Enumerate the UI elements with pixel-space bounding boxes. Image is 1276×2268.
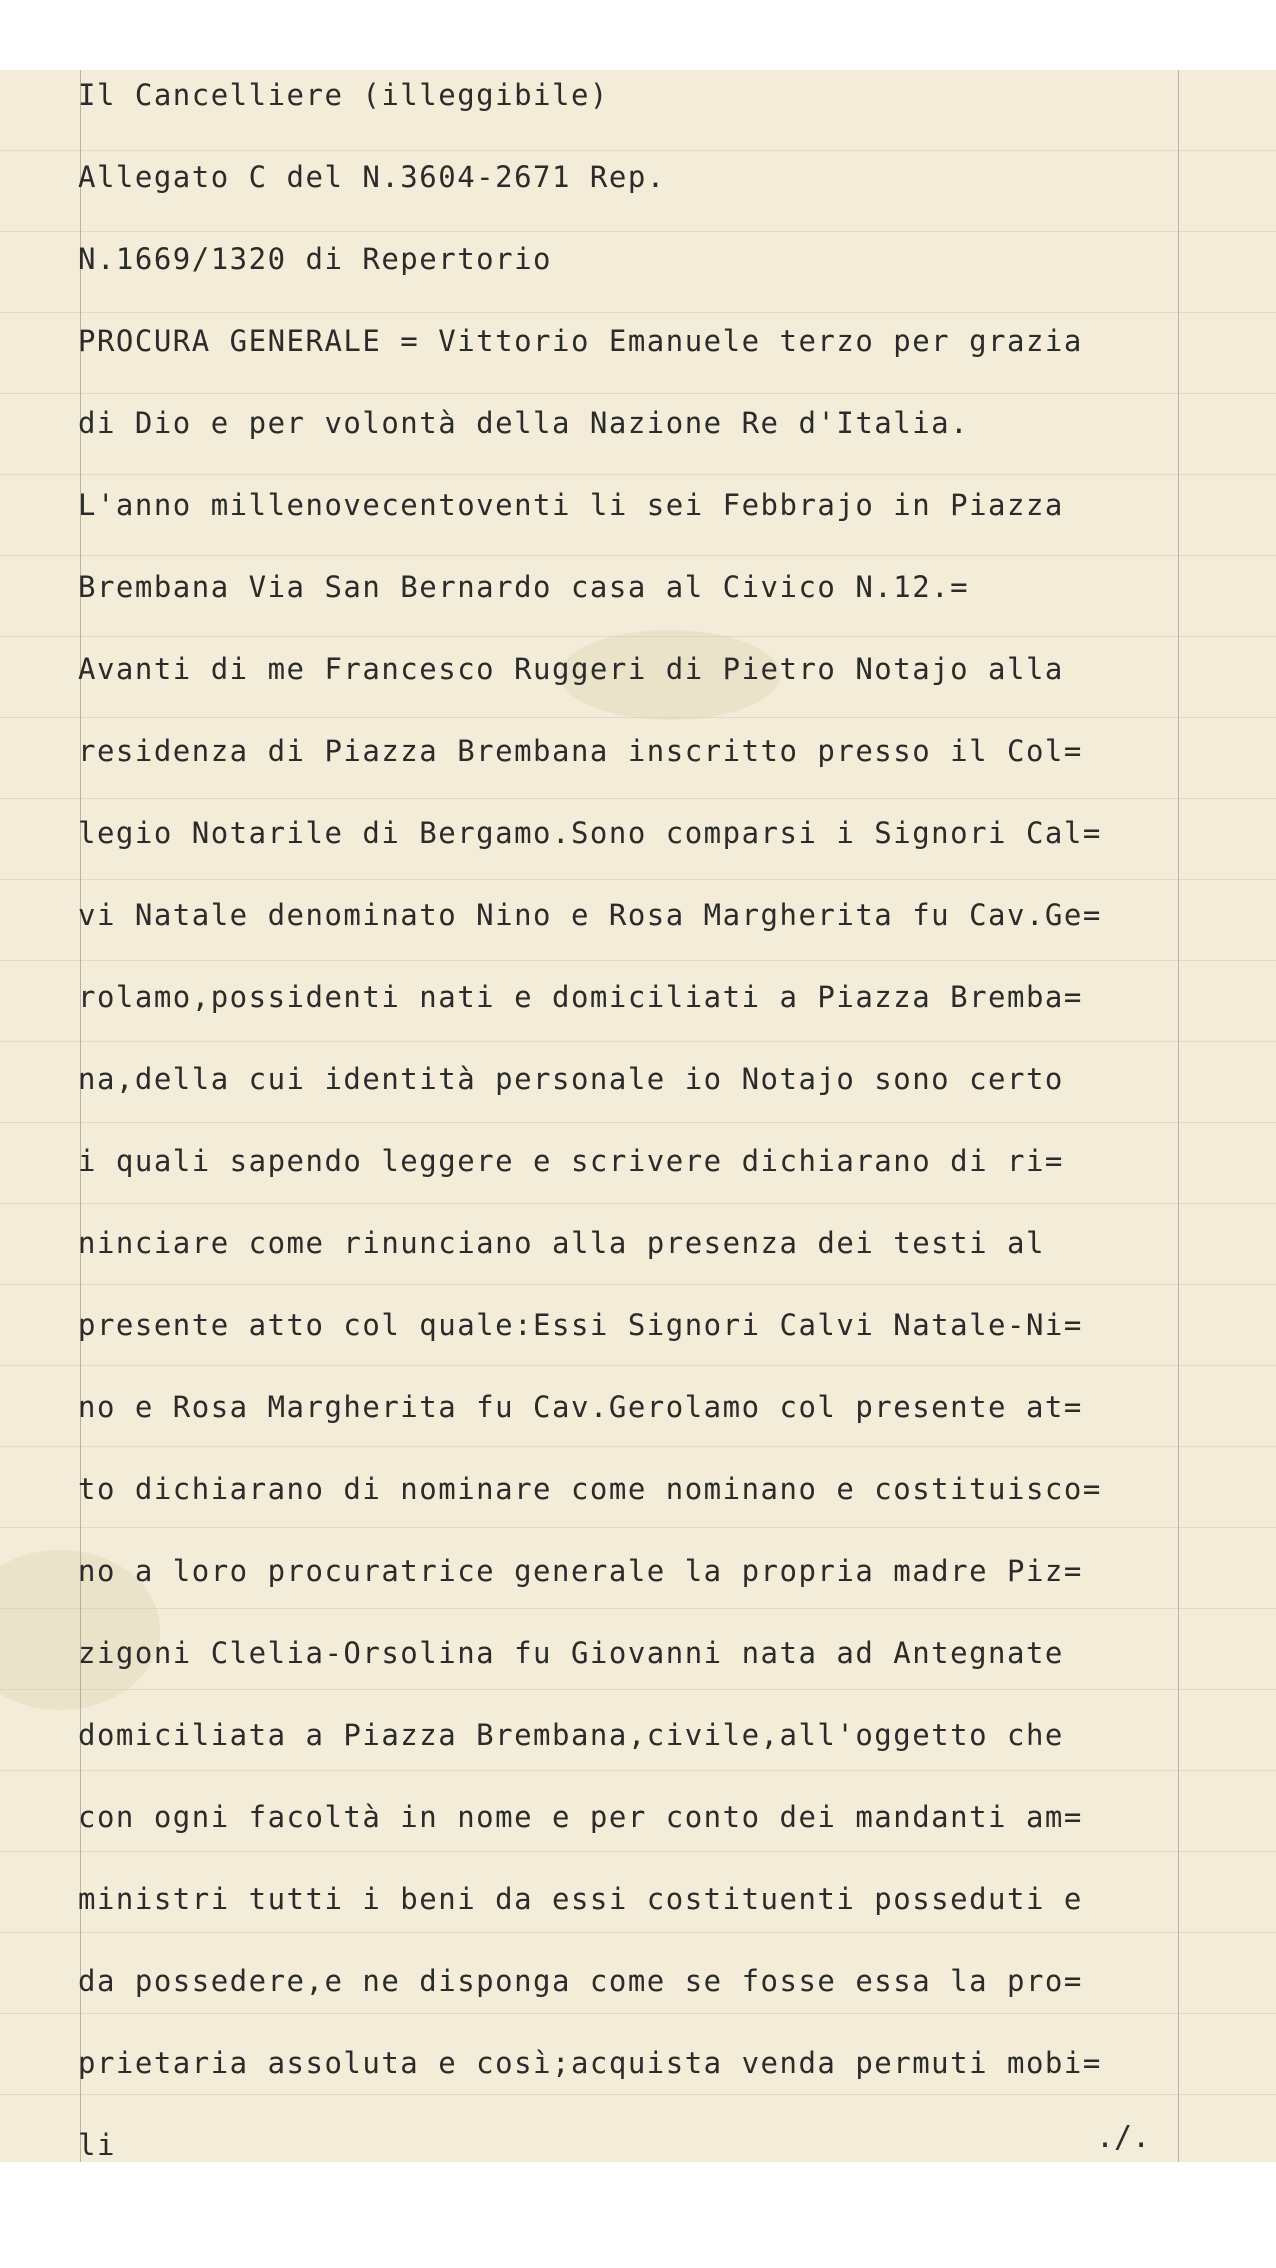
text-line: no a loro procuratrice generale la propria madre Piz=: [78, 1554, 1083, 1588]
text-line: no e Rosa Margherita fu Cav.Gerolamo col presente at=: [78, 1390, 1083, 1424]
text-line: i quali sapendo leggere e scrivere dichiarano di ri=: [78, 1144, 1064, 1178]
text-line: zigoni Clelia-Orsolina fu Giovanni nata ad Antegnate: [78, 1636, 1064, 1670]
text-line: ninciare come rinunciano alla presenza dei testi al: [78, 1226, 1045, 1260]
continuation-mark: ./.: [1096, 2120, 1151, 2155]
text-line: con ogni facoltà in nome e per conto dei mandanti am=: [78, 1800, 1083, 1834]
text-line: na,della cui identità personale io Notajo sono certo: [78, 1062, 1064, 1096]
text-line: PROCURA GENERALE = Vittorio Emanuele terzo per grazia: [78, 324, 1083, 358]
text-line: domiciliata a Piazza Brembana,civile,all'oggetto che: [78, 1718, 1064, 1752]
text-line: rolamo,possidenti nati e domiciliati a Piazza Bremba=: [78, 980, 1083, 1014]
text-line: legio Notarile di Bergamo.Sono comparsi i Signori Cal=: [78, 816, 1102, 850]
text-line: Il Cancelliere (illeggibile): [78, 78, 609, 112]
text-line: ministri tutti i beni da essi costituenti posseduti e: [78, 1882, 1083, 1916]
text-line: residenza di Piazza Brembana inscritto presso il Col=: [78, 734, 1083, 768]
text-line: li: [78, 2128, 116, 2162]
text-line: N.1669/1320 di Repertorio: [78, 242, 552, 276]
paper-sheet: [0, 70, 1276, 2162]
text-line: di Dio e per volontà della Nazione Re d'Italia.: [78, 406, 970, 440]
left-margin-line: [80, 70, 81, 2162]
text-line: Allegato C del N.3604-2671 Rep.: [78, 160, 666, 194]
right-margin-line: [1178, 70, 1179, 2162]
text-line: vi Natale denominato Nino e Rosa Margherita fu Cav.Ge=: [78, 898, 1102, 932]
text-line: to dichiarano di nominare come nominano e costituisco=: [78, 1472, 1102, 1506]
text-line: L'anno millenovecentoventi li sei Febbrajo in Piazza: [78, 488, 1064, 522]
text-line: prietaria assoluta e così;acquista venda permuti mobi=: [78, 2046, 1102, 2080]
text-line: Brembana Via San Bernardo casa al Civico N.12.=: [78, 570, 970, 604]
text-line: da possedere,e ne disponga come se fosse essa la pro=: [78, 1964, 1083, 1998]
text-line: Avanti di me Francesco Ruggeri di Pietro Notajo alla: [78, 652, 1064, 686]
text-line: presente atto col quale:Essi Signori Calvi Natale-Ni=: [78, 1308, 1083, 1342]
